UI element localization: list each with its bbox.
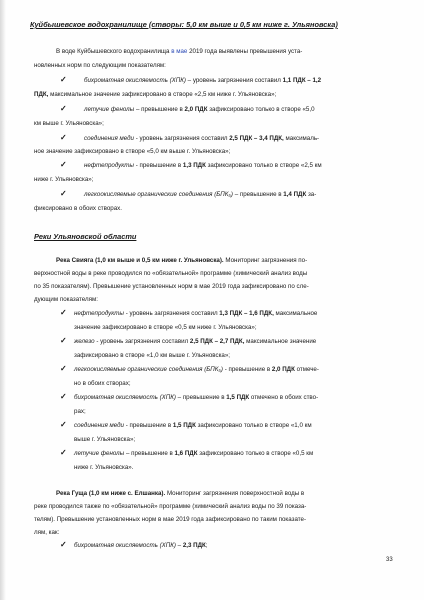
intro-line-2: новленных норм по следующим показателям: [34,62,166,69]
sviyaga-line-2: верхностной воды в реке проводился по «обязательной» программе (химический анализ воды [34,270,308,277]
sviyaga-oil: нефтепродукты - уровень загрязнения составил 1,3 ПДК – 1,6 ПДК, максимальное [74,310,318,317]
sviyaga-iron-cont: зафиксировано в створе «1,0 км выше г. Ульяновска»; [74,352,231,359]
gushcha-cod: бихроматная окисляемость (ХПК) – 2,3 ПДК; [74,542,208,549]
sviyaga-line-4: дующим показателям: [34,296,98,303]
check-icon: ✓ [60,104,67,113]
check-icon: ✓ [60,308,67,317]
bullet-cod-cont: ПДК, максимальное значение зафиксировано в створе «2,5 км ниже г. Ульяновска»; [34,91,277,98]
sviyaga-line-1: Река Свияга (1,0 км выше и 0,5 км ниже г. Ульяновска). Мониторинг загрязнения по- [56,257,308,264]
gushcha-line-2: реке проводился также по «обязательной» программе (химический анализ воды по 39 показа- [34,503,307,510]
sviyaga-copper-cont: выше г. Ульяновска»; [74,436,136,443]
sviyaga-line-3: по 35 показателям). Превышение установленных норм в мае 2019 года зафиксировано по сле- [34,283,309,290]
scan-shadow [0,0,6,600]
check-icon: ✓ [60,420,67,429]
sviyaga-cod-cont: рах; [74,408,86,415]
check-icon: ✓ [60,75,67,84]
check-icon: ✓ [60,336,67,345]
bullet-phenols-cont: км выше г. Ульяновска»; [34,120,104,127]
check-icon: ✓ [60,160,67,169]
bullet-bod: легкоокисляемые органические соединения (БПК₅) – превышение в 1,4 ПДК за- [84,191,317,198]
sviyaga-bod-cont: но в обоих створах; [74,380,131,387]
sviyaga-iron: железо - уровень загрязнения составил 2,5 ПДК – 2,7 ПДК, максимальное значение [74,338,317,345]
highlighted-month: в мае [171,48,188,55]
check-icon: ✓ [60,448,67,457]
gushcha-line-3: телям). Превышение установленных норм в мае 2019 года зафиксировано по таким показате- [34,516,307,523]
sviyaga-bod: легкоокисляемые органические соединения (БПК₅) - превышение в 2,0 ПДК отмече- [74,366,319,373]
bullet-oil-cont: ниже г. Ульяновска»; [34,176,94,183]
sviyaga-phenols: летучие фенолы – превышение в 1,6 ПДК зафиксировано только в створе «0,5 км [74,450,314,457]
sviyaga-oil-cont: значение зафиксировано в створе «0,5 км ниже г. Ульяновска»; [74,324,257,331]
bullet-bod-cont: фиксировано в обоих створах. [34,205,122,212]
check-icon: ✓ [60,189,67,198]
sviyaga-copper: соединения меди - превышение в 1,5 ПДК зафиксировано только в створе «1,0 км [74,422,312,429]
check-icon: ✓ [60,133,67,142]
gushcha-line-4: лям, как: [34,529,60,536]
bullet-cod: бихроматная окисляемость (ХПК) – уровень загрязнения составил 1,1 ПДК – 1,2 [84,77,322,84]
gushcha-line-1: Река Гуща (1,0 км ниже с. Елшанка). Мониторинг загрязнения поверхностной воды в [56,490,305,497]
section-heading-rivers: Реки Ульяновской области [34,232,137,241]
check-icon: ✓ [60,364,67,373]
check-icon: ✓ [60,540,67,549]
bullet-phenols: летучие фенолы – превышение в 2,0 ПДК зафиксировано только в створе «5,0 [84,106,315,113]
intro-line-1: В воде Куйбышевского водохранилища в мае 2019 года выявлены превышения уста- [56,48,303,55]
sviyaga-cod: бихроматная окисляемость (ХПК) – превышение в 1,5 ПДК отмечено в обоих ство- [74,394,319,401]
bullet-copper: соединения меди - уровень загрязнения составил 2,5 ПДК – 3,4 ПДК, максималь- [84,135,320,142]
sviyaga-phenols-cont: ниже г. Ульяновска». [74,464,134,471]
bullet-oil: нефтепродукты - превышение в 1,3 ПДК зафиксировано только в створе «2,5 км [84,162,322,169]
bullet-copper-cont: ное значение зафиксировано в створе «5,0 км выше г. Ульяновска»; [34,148,231,155]
section-heading-reservoir: Куйбышевское водохранилище (створы: 5,0 км выше и 0,5 км ниже г. Ульяновска) [30,20,338,29]
page-number: 33 [386,557,393,563]
check-icon: ✓ [60,392,67,401]
